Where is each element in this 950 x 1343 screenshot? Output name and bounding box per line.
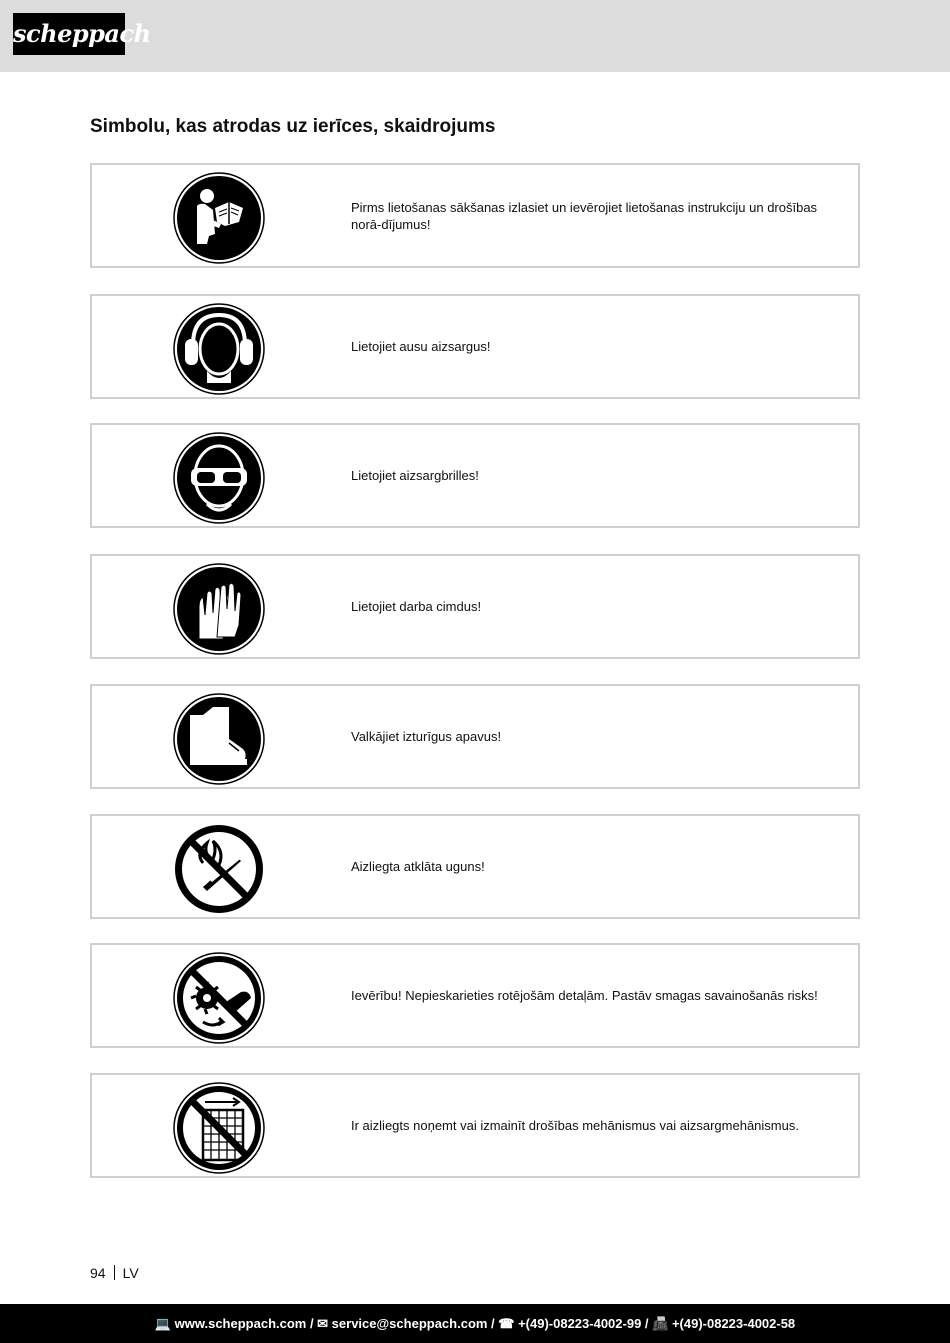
symbol-row-safety-boots xyxy=(90,684,860,789)
page-title: Simbolu, kas atrodas uz ierīces, skaidrojums xyxy=(90,116,496,137)
symbol-description: Valkājiet izturīgus apavus! xyxy=(351,729,502,744)
no-touch-rotating-parts-icon xyxy=(173,952,265,1044)
scheppach-logo: scheppach xyxy=(13,13,125,55)
contact-footer-bar xyxy=(0,1304,950,1343)
ear-protection-icon xyxy=(173,303,265,395)
symbol-description: Ir aizliegts noņemt vai izmainīt drošības mehānismus vai aizsargmehānismus. xyxy=(351,1118,799,1133)
read-manual-icon xyxy=(173,172,265,264)
safety-boots-icon xyxy=(173,693,265,785)
page-number-footer xyxy=(90,1265,139,1281)
symbol-row-no-touch-rotating-parts xyxy=(90,943,860,1048)
no-open-flame-icon xyxy=(173,823,265,915)
contact-line: 💻 www.scheppach.com / ✉ service@scheppach.com / ☎ +(49)-08223-4002-99 / 📠 +(49)-08223-4002-58 xyxy=(154,1315,796,1331)
symbol-description: Lietojiet aizsargbrilles! xyxy=(351,468,479,483)
no-remove-guards-icon xyxy=(173,1082,265,1174)
symbol-row-no-remove-guards xyxy=(90,1073,860,1178)
symbol-description: Lietojiet ausu aizsargus! xyxy=(351,339,491,354)
divider xyxy=(114,1265,115,1280)
symbol-row-gloves xyxy=(90,554,860,659)
symbol-description: Ievērību! Nepieskarieties rotējošām detaļām. Pastāv smagas savainošanās risks! xyxy=(351,988,818,1003)
language-code: LV xyxy=(122,1265,139,1281)
page-header xyxy=(0,0,950,72)
symbol-description: Lietojiet darba cimdus! xyxy=(351,599,482,614)
symbol-row-ear-protection xyxy=(90,294,860,399)
gloves-icon xyxy=(173,563,265,655)
symbol-row-safety-goggles xyxy=(90,423,860,528)
symbol-row-no-open-flame xyxy=(90,814,860,919)
symbol-row-read-manual xyxy=(90,163,860,268)
symbol-description: Aizliegta atklāta uguns! xyxy=(351,859,485,874)
page-number: 94 xyxy=(90,1265,106,1281)
symbol-description: Pirms lietošanas sākšanas izlasiet un ievērojiet lietošanas instrukciju un drošības norā-dījumus! xyxy=(351,199,818,232)
safety-goggles-icon xyxy=(173,432,265,524)
